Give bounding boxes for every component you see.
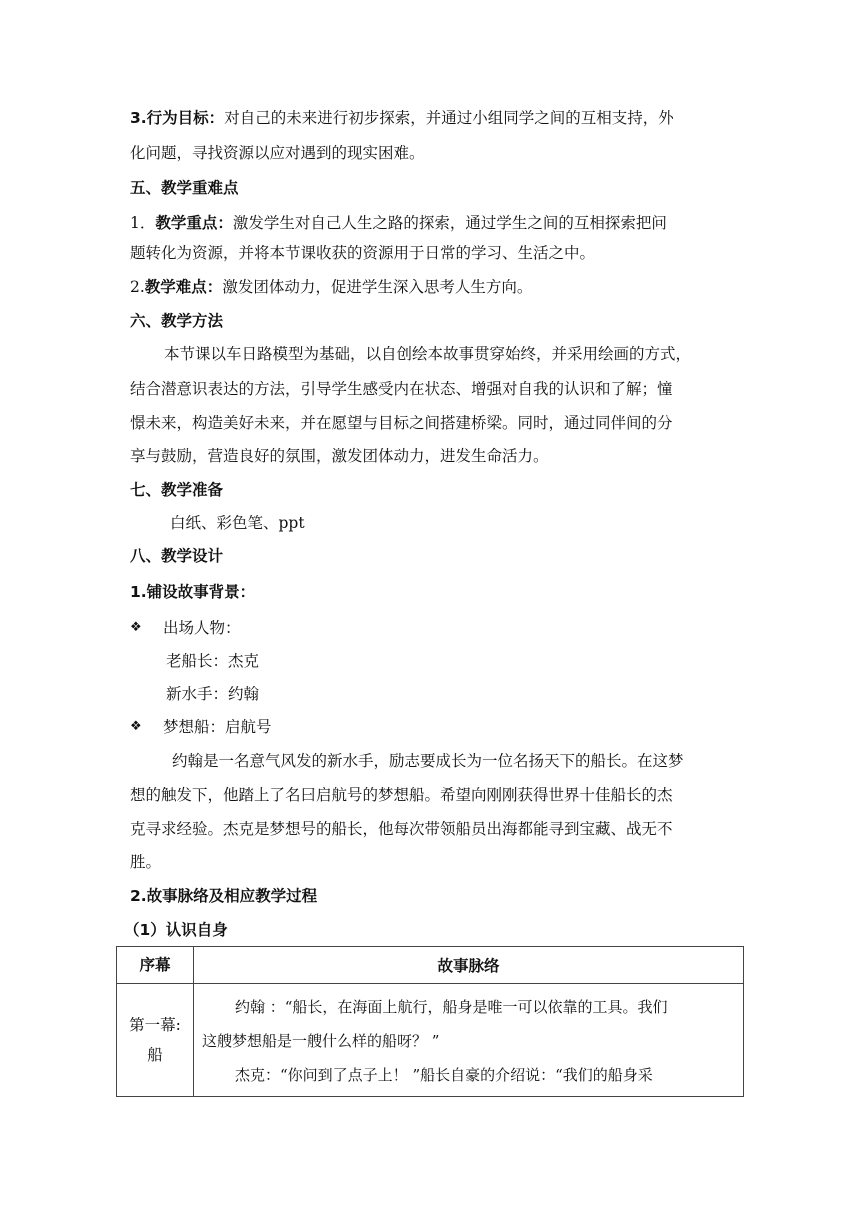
key-point-label: 教学重点： (155, 214, 233, 232)
subsection-story-background: 1.铺设故事背景： (130, 583, 256, 601)
characters-label: 出场人物： (163, 619, 241, 637)
method-paragraph-line-1: 本节课以车日路模型为基础，以自创绘本故事贯穿始终，并采用绘画的方式， (164, 345, 692, 363)
table-row (117, 984, 744, 1097)
key-point-line-2: 题转化为资源，并将本节课收获的资源用于日常的学习、生活之中。 (130, 244, 596, 262)
table-header-row (117, 947, 744, 984)
section-heading-8: 八、教学设计 (130, 547, 224, 565)
subsection-know-self: （1）认识自身 (124, 921, 228, 939)
story-line-3: 杰克：“你问到了点子上！ ”船长自豪的介绍说：“我们的船身采 (235, 1066, 653, 1084)
character-captain: 老船长：杰克 (166, 652, 260, 670)
preparation-text: 白纸、彩色笔、ppt (170, 514, 305, 532)
story-cell (194, 984, 744, 1097)
behavior-goal-line-2: 化问题，寻找资源以应对遇到的现实困难。 (130, 144, 425, 162)
key-point-text: 激发学生对自己人生之路的探索，通过学生之间的互相探索把问 (232, 214, 667, 232)
method-paragraph-line-3: 憬未来，构造美好未来，并在愿望与目标之间搭建桥梁。同时，通过同伴间的分 (130, 414, 673, 432)
header-story: 故事脉络 (194, 947, 744, 984)
method-paragraph-line-2: 结合潜意识表达的方法，引导学生感受内在状态、增强对自我的认识和了解；憧 (130, 380, 673, 398)
section-heading-5: 五、教学重难点 (130, 179, 239, 197)
story-paragraph-line-2: 想的触发下，他踏上了名曰启航号的梦想船。希望向刚刚获得世界十佳船长的杰 (130, 786, 673, 804)
bullet-icon: ❖ (130, 719, 142, 734)
story-line-1: 约翰 ：“船长，在海面上航行，船身是唯一可以依靠的工具。我们 (235, 998, 668, 1016)
bullet-icon: ❖ (130, 620, 142, 635)
difficulty-text: 激发团体动力，促进学生深入思考人生方向。 (222, 278, 533, 296)
difficulty-line (130, 277, 740, 297)
section-heading-7: 七、教学准备 (130, 481, 224, 499)
dream-ship-label: 梦想船：启航号 (163, 718, 272, 736)
scene-cell (117, 984, 194, 1097)
behavior-goal-line (130, 108, 740, 128)
story-table (116, 946, 744, 1097)
section-heading-6: 六、教学方法 (130, 312, 224, 330)
behavior-goal-label: 3.行为目标： (130, 109, 225, 127)
character-sailor: 新水手：约翰 (166, 685, 260, 703)
story-line-2: 这艘梦想船是一艘什么样的船呀？ ” (202, 1032, 440, 1050)
difficulty-number: 2. (130, 278, 145, 296)
difficulty-label: 教学难点： (144, 278, 223, 296)
subsection-story-outline: 2.故事脉络及相应教学过程 (130, 887, 318, 905)
key-point-number: 1． (130, 214, 156, 232)
behavior-goal-text: 对自己的未来进行初步探索，并通过小组同学之间的互相支持，外 (224, 109, 674, 127)
story-paragraph-line-4: 胜。 (130, 853, 162, 871)
method-paragraph-line-4: 享与鼓励，营造良好的氛围，激发团体动力，进发生命活力。 (130, 447, 549, 465)
header-scene: 序幕 (117, 947, 194, 984)
scene-subtitle: 船 (147, 1046, 163, 1064)
story-paragraph-line-1: 约翰是一名意气风发的新水手，励志要成长为一位名扬天下的船长。在这梦 (172, 752, 684, 770)
story-paragraph-line-3: 克寻求经验。杰克是梦想号的船长，他每次带领船员出海都能寻到宝藏、战无不 (130, 820, 673, 838)
key-point-line (130, 213, 740, 233)
scene-title: 第一幕: (129, 1016, 181, 1034)
